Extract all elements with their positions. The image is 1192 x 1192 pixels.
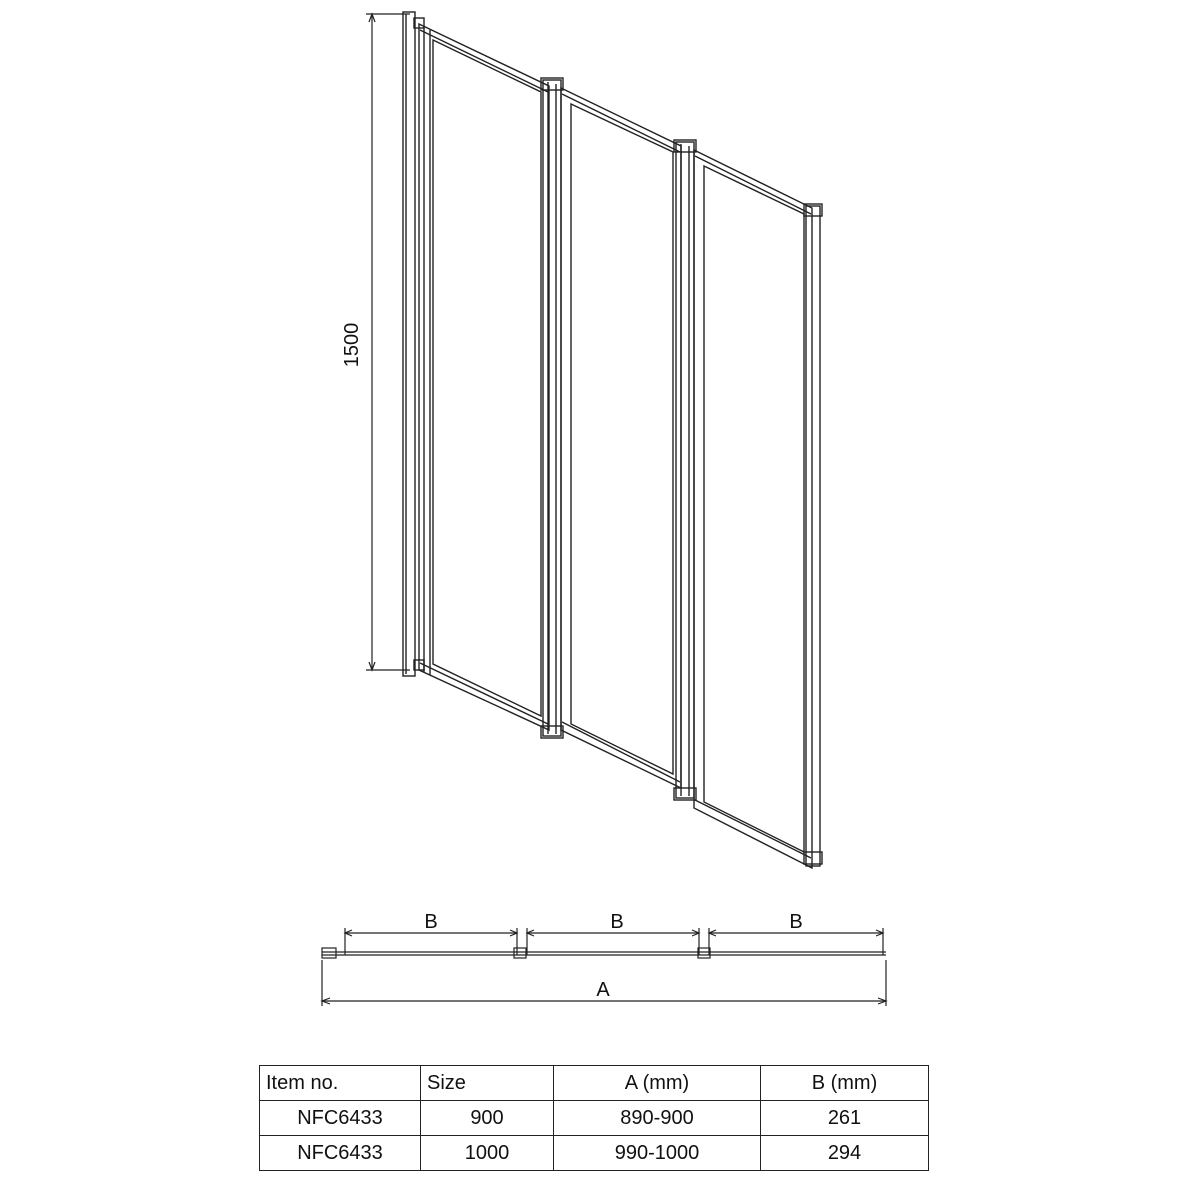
panel-width-label-2: B — [610, 911, 624, 933]
header-b-mm: B (mm) — [761, 1066, 929, 1101]
panel-width-label-3: B — [789, 911, 803, 933]
header-item-no: Item no. — [260, 1066, 421, 1101]
cell-item-no: NFC6433 — [260, 1101, 421, 1136]
hinge-2 — [674, 140, 696, 800]
wall-profile — [403, 12, 424, 676]
cell-item-no: NFC6433 — [260, 1136, 421, 1171]
cell-size: 1000 — [421, 1136, 554, 1171]
hinge-1 — [541, 78, 563, 738]
table-row — [260, 1136, 929, 1171]
glass-panel-3 — [694, 150, 822, 868]
cell-a-mm: 990-1000 — [554, 1136, 761, 1171]
total-width-label: A — [596, 979, 610, 1001]
table-row — [260, 1101, 929, 1136]
header-a-mm: A (mm) — [554, 1066, 761, 1101]
header-size: Size — [421, 1066, 554, 1101]
cell-a-mm: 890-900 — [554, 1101, 761, 1136]
table-header-row — [260, 1066, 929, 1101]
spec-table — [259, 1065, 929, 1171]
cell-b-mm: 294 — [761, 1136, 929, 1171]
height-label: 1500 — [341, 322, 363, 368]
panel-width-label-1: B — [424, 911, 438, 933]
cell-b-mm: 261 — [761, 1101, 929, 1136]
glass-panel-1 — [419, 24, 549, 730]
cell-size: 900 — [421, 1101, 554, 1136]
glass-panel-2 — [561, 88, 681, 788]
